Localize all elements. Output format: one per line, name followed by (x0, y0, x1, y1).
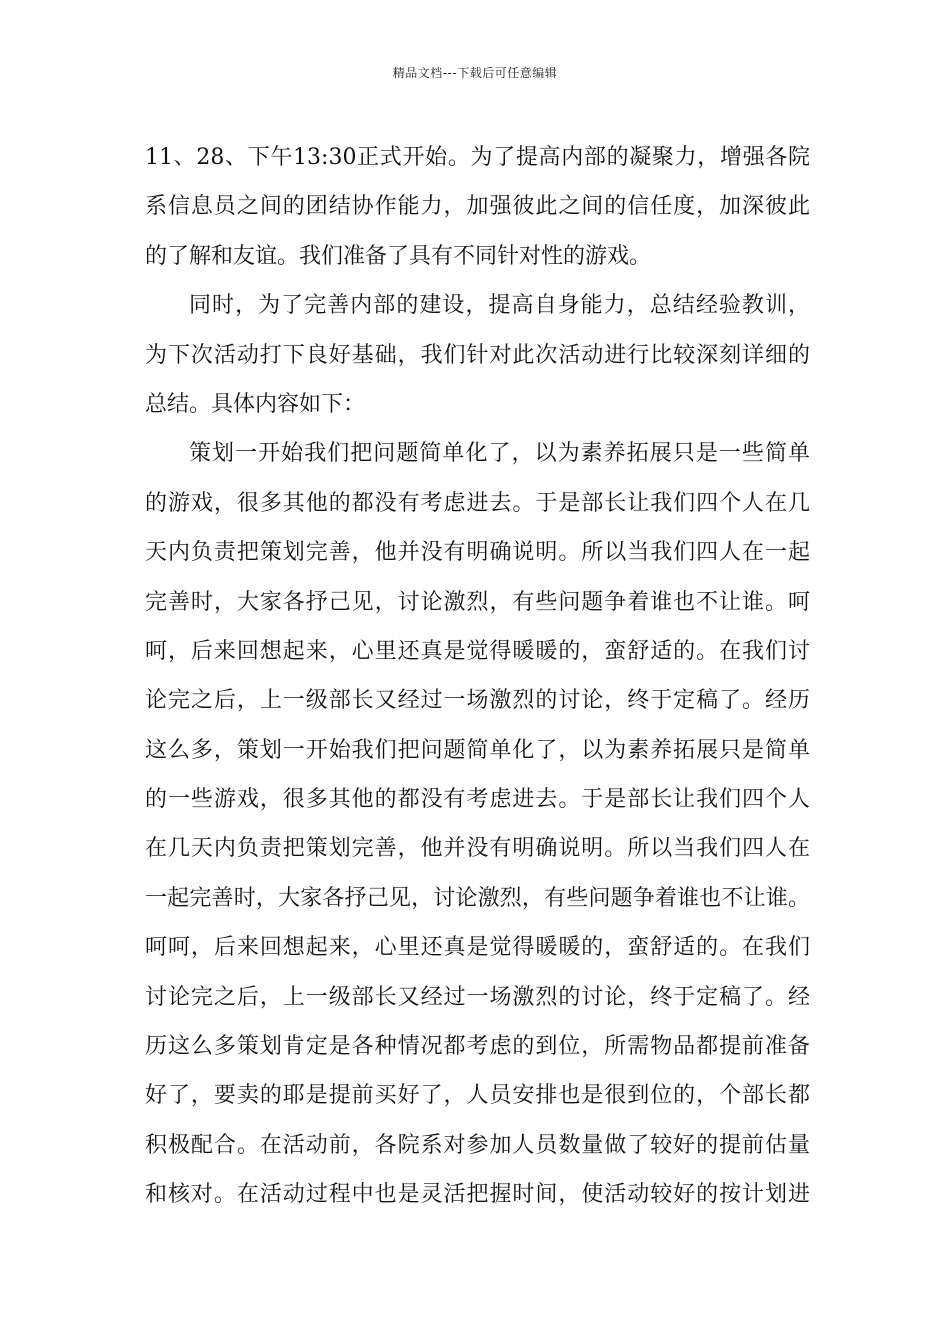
text-line: 好了，要卖的耶是提前买好了，人员安排也是很到位的，个部长都 (145, 1083, 810, 1109)
text-line: 讨论完之后，上一级部长又经过一场激烈的讨论，终于定稿了。经 (145, 984, 810, 1010)
text-line: 同时，为了完善内部的建设，提高自身能力，总结经验教训， (189, 293, 810, 319)
text-line: 的了解和友谊。我们准备了具有不同针对性的游戏。 (145, 243, 652, 269)
text-line: 为下次活动打下良好基础，我们针对此次活动进行比较深刻详细的 (145, 342, 810, 368)
text-line: 呵，后来回想起来，心里还真是觉得暖暖的，蛮舒适的。在我们讨 (145, 638, 810, 664)
text-line: 的游戏，很多其他的都没有考虑进去。于是部长让我们四个人在几 (145, 490, 810, 516)
text-line: 这么多，策划一开始我们把问题简单化了，以为素养拓展只是简单 (145, 737, 810, 763)
text-line: 呵呵，后来回想起来，心里还真是觉得暖暖的，蛮舒适的。在我们 (145, 935, 810, 961)
text-line: 一起完善时，大家各抒己见，讨论激烈，有些问题争着谁也不让谁。 (145, 885, 810, 911)
text-line: 系信息员之间的团结协作能力，加强彼此之间的信任度，加深彼此 (145, 194, 810, 220)
text-line: 总结。具体内容如下： (145, 391, 366, 417)
text-line: 和核对。在活动过程中也是灵活把握时间，使活动较好的按计划进 (145, 1182, 810, 1208)
text-line: 积极配合。在活动前，各院系对参加人员数量做了较好的提前估量 (145, 1132, 810, 1158)
text-line: 策划一开始我们把问题简单化了，以为素养拓展只是一些简单 (189, 441, 810, 467)
text-line: 的一些游戏，很多其他的都没有考虑进去。于是部长让我们四个人 (145, 787, 810, 813)
text-line: 历这么多策划肯定是各种情况都考虑的到位，所需物品都提前准备 (145, 1034, 810, 1060)
text-line: 在几天内负责把策划完善，他并没有明确说明。所以当我们四人在 (145, 836, 810, 862)
text-line: 11、28、下午13:30正式开始。为了提高内部的凝聚力，增强各院 (145, 145, 810, 170)
text-line: 完善时，大家各抒己见，讨论激烈，有些问题争着谁也不让谁。呵 (145, 589, 810, 615)
document-body (145, 133, 810, 1220)
text-line: 论完之后，上一级部长又经过一场激烈的讨论，终于定稿了。经历 (145, 688, 810, 714)
text-line: 天内负责把策划完善，他并没有明确说明。所以当我们四人在一起 (145, 540, 810, 566)
page-header: 精品文档---下载后可任意编辑 (392, 66, 558, 80)
